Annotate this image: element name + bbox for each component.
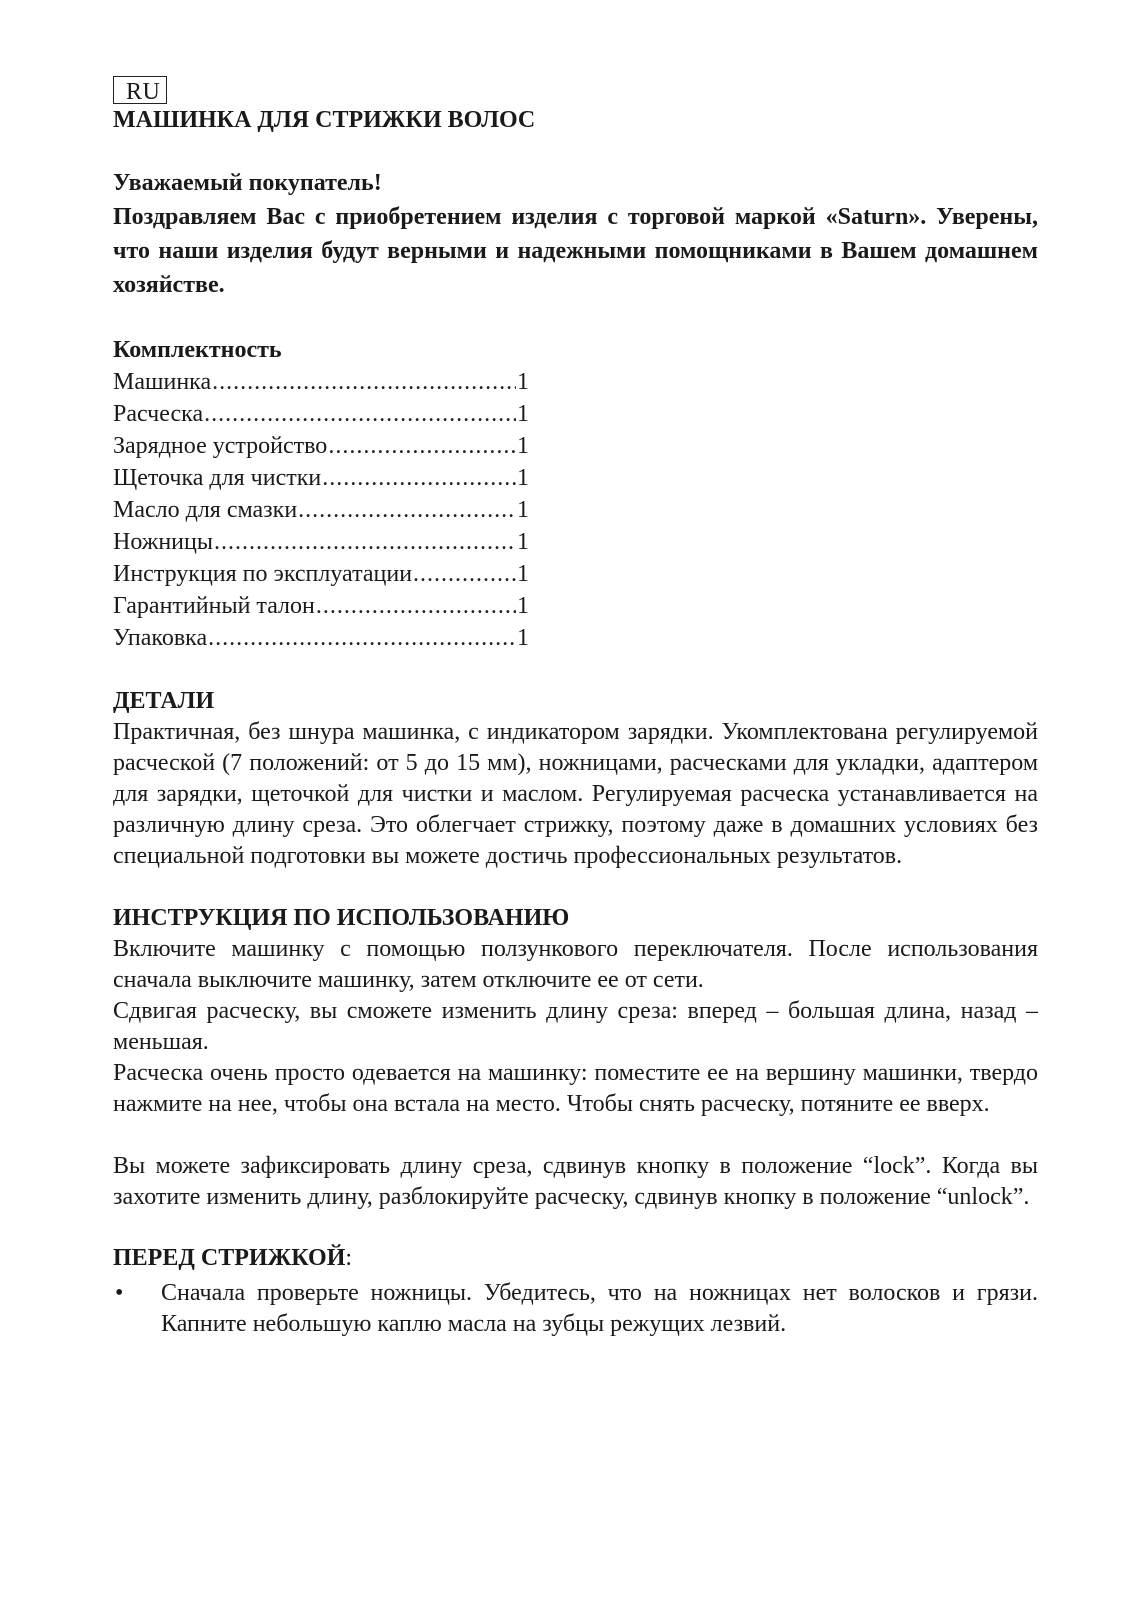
item-name: Масло для смазки [113,497,298,523]
language-badge: RU [113,76,167,104]
details-section [113,686,1038,872]
item-name: Гарантийный талон [113,593,315,619]
bullet-icon: • [115,1280,124,1306]
list-item [113,558,529,590]
heading-colon: : [345,1245,353,1271]
item-quantity: 1 [517,433,529,459]
list-item [113,366,529,398]
dot-leader [214,526,516,558]
item-quantity: 1 [517,529,529,555]
dot-leader [298,494,516,526]
item-name: Ножницы [113,529,213,555]
dot-leader [328,430,516,462]
item-name: Щеточка для чистки [113,465,322,491]
list-item [113,430,529,462]
details-heading: ДЕТАЛИ [113,688,215,714]
document-title: МАШИНКА ДЛЯ СТРИЖКИ ВОЛОС [113,107,536,133]
details-paragraph: Практичная, без шнура машинка, с индикатором зарядки. Укомплектована регулируемой расческой (7 положений: от 5 до 15 мм), ножницами, расческами для укладки, адаптером для зарядки, щеточкой для чистки и маслом. Регулируемая расческа устанавливается на различную длину среза. Это облегчает стрижку, поэтому даже в домашних условиях без специальной подготовки вы можете достичь профессиональных результатов. [113,719,1038,869]
dot-leader [204,398,516,430]
usage-paragraph-length: Сдвигая расческу, вы сможете изменить длину среза: вперед – большая длина, назад – меньшая. [113,998,1038,1055]
item-quantity: 1 [517,497,529,523]
usage-heading: ИНСТРУКЦИЯ ПО ИСПОЛЬЗОВАНИЮ [113,905,570,931]
before-cutting-heading [113,1243,1038,1274]
dot-leader [413,558,516,590]
usage-paragraph-lock: Вы можете зафиксировать длину среза, сдвинув кнопку в положение “lock”. Когда вы захотите изменить длину, разблокируйте расческу, сдвинув кнопку в положение “unlock”. [113,1153,1038,1210]
item-name: Расческа [113,401,204,427]
list-item [113,494,529,526]
package-contents-list [113,366,529,654]
bullet-text: Сначала проверьте ножницы. Убедитесь, что на ножницах нет волосков и грязи. Капните небольшую каплю масла на зубцы режущих лезвий. [161,1280,1038,1337]
list-item [113,462,529,494]
list-item [113,622,529,654]
greeting-block [113,166,1038,302]
package-contents-section [113,335,1038,654]
dot-leader [212,366,516,398]
item-name: Зарядное устройство [113,433,328,459]
list-item [113,1278,1038,1340]
item-quantity: 1 [517,625,529,651]
list-item [113,526,529,558]
item-quantity: 1 [517,561,529,587]
usage-section [113,903,1038,1213]
usage-paragraph-power: Включите машинку с помощью ползункового переключателя. После использования сначала выключите машинку, затем отключите ее от сети. [113,936,1038,993]
usage-paragraph-comb: Расческа очень просто одевается на машинку: поместите ее на вершину машинки, твердо нажмите на нее, чтобы она встала на место. Чтобы снять расческу, потяните ее вверх. [113,1060,1038,1117]
manual-page [113,76,1038,1340]
dot-leader [316,590,516,622]
dot-leader [208,622,516,654]
before-cutting-section [113,1243,1038,1340]
before-cutting-heading-text: ПЕРЕД СТРИЖКОЙ [113,1245,346,1271]
package-contents-heading: Комплектность [113,337,282,363]
list-item [113,590,529,622]
dot-leader [322,462,516,494]
item-quantity: 1 [517,593,529,619]
item-quantity: 1 [517,401,529,427]
item-name: Машинка [113,369,212,395]
greeting-message: Поздравляем Вас с приобретением изделия с торговой маркой «Saturn». Уверены, что наши изделия будут верными и надежными помощниками в Вашем домашнем хозяйстве. [113,204,1038,298]
item-name: Упаковка [113,625,208,651]
greeting-salutation: Уважаемый покупатель! [113,170,382,196]
before-cutting-list [113,1278,1038,1340]
item-name: Инструкция по эксплуатации [113,561,413,587]
list-item [113,398,529,430]
item-quantity: 1 [517,465,529,491]
item-quantity: 1 [517,369,529,395]
